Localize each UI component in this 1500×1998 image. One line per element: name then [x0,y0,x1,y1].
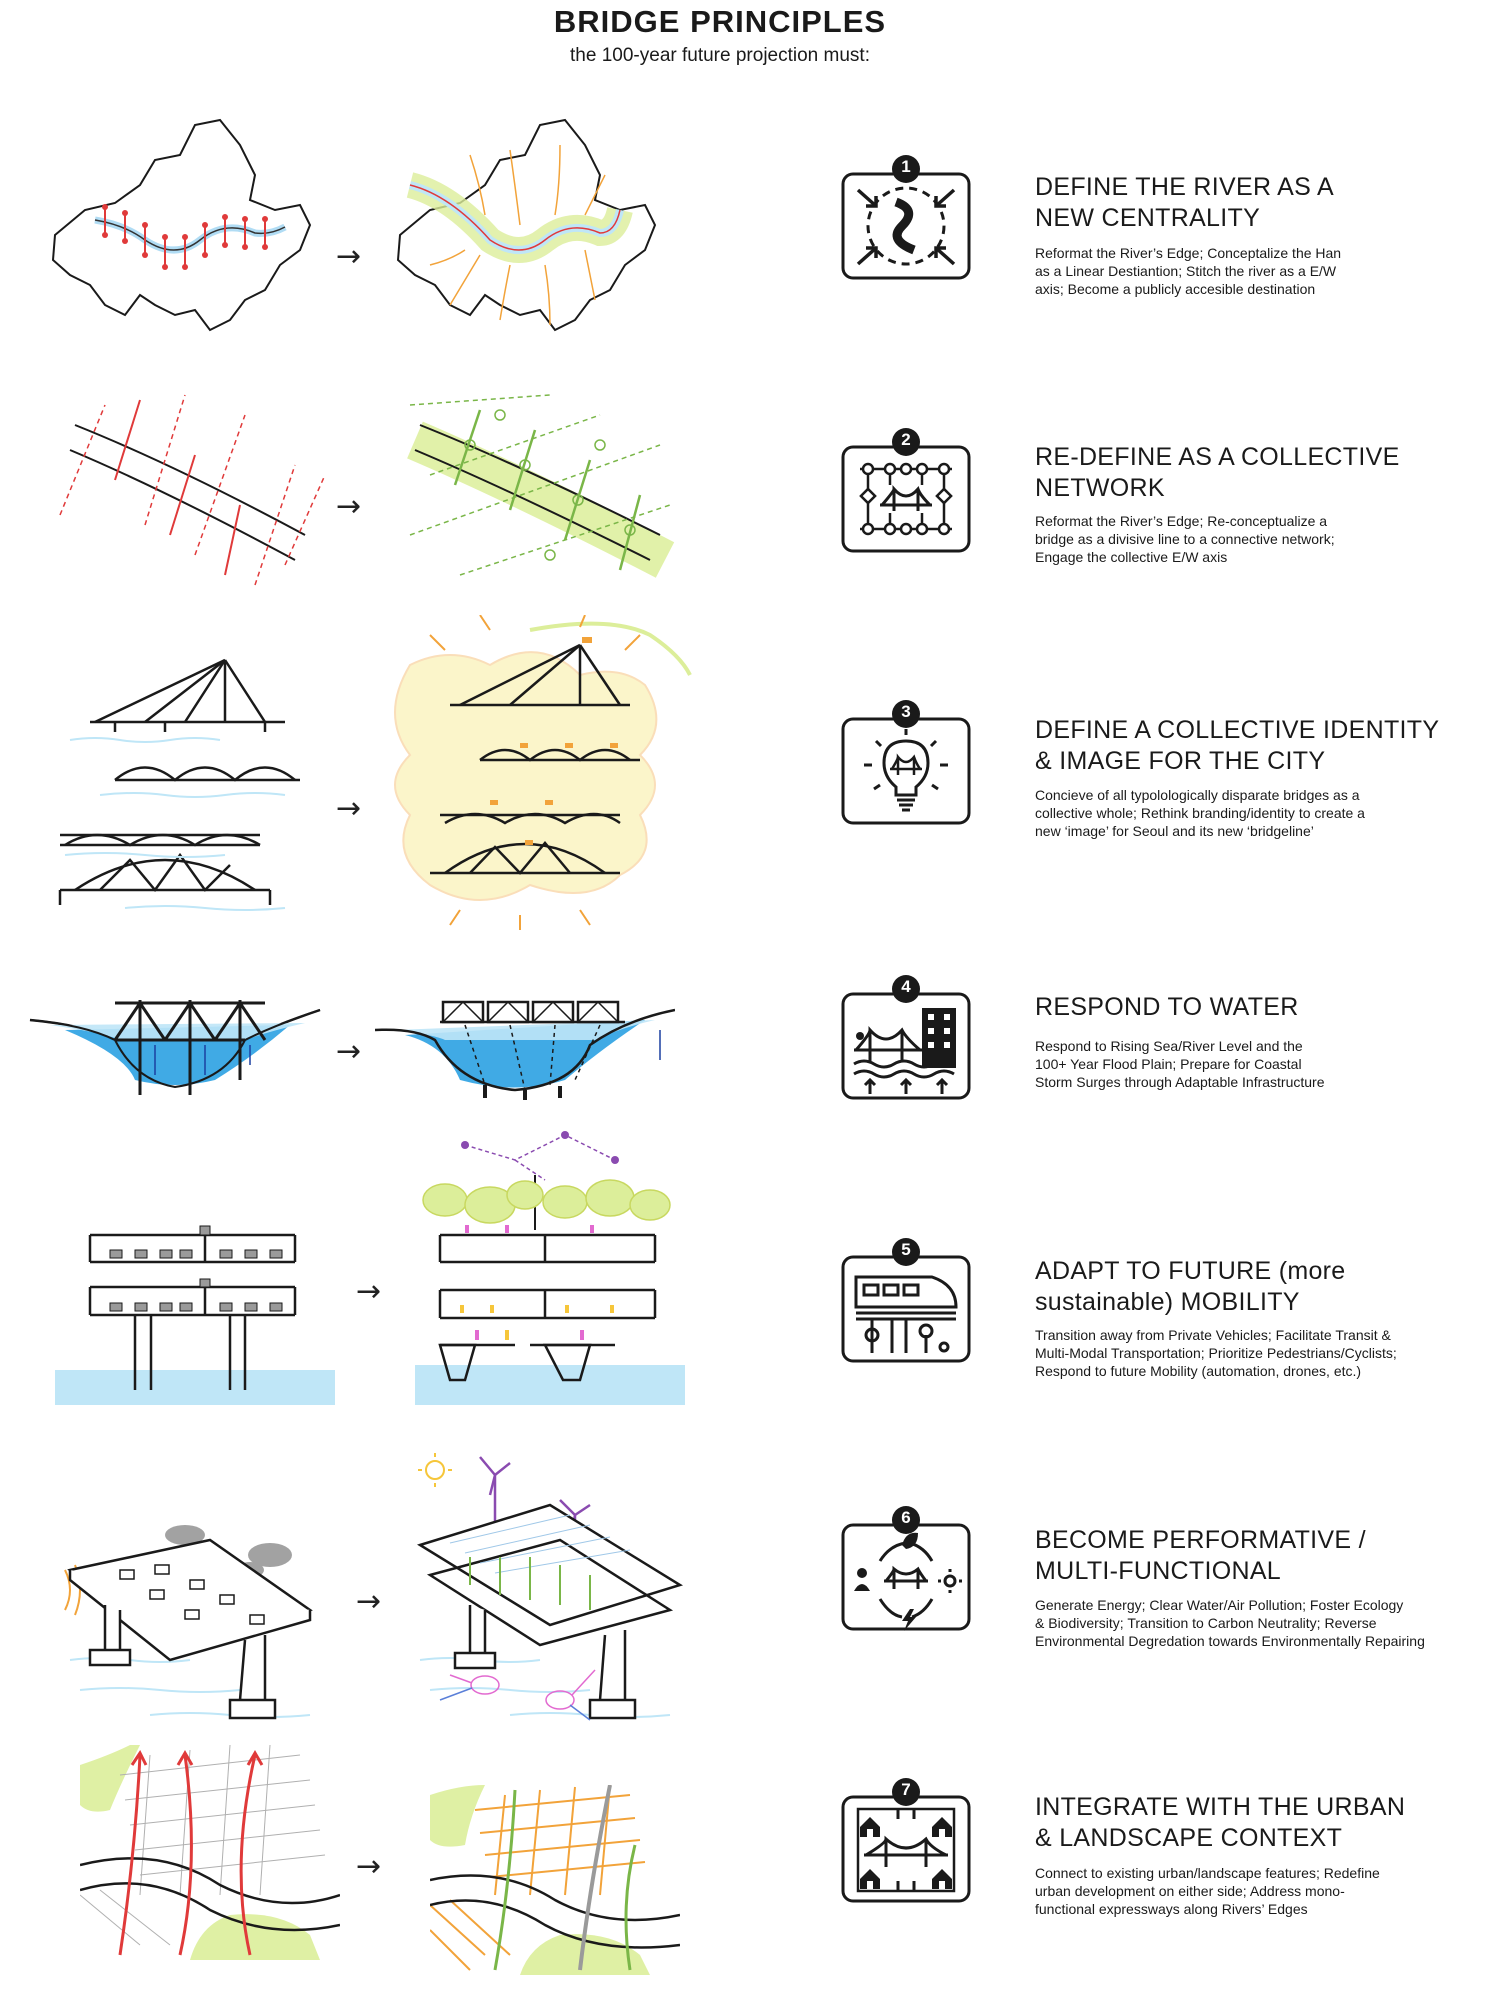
principle-number-3: 3 [901,702,911,721]
principle-number-1: 1 [901,157,911,176]
principle-desc-line: functional expressways along Rivers’ Edges [1035,1901,1308,1917]
principle-desc-7 [1035,1864,1485,1918]
principle-desc-line: Reformat the River’s Edge; Conceptalize the Han [1035,245,1342,261]
principle-desc-line: Respond to Rising Sea/River Level and the [1035,1038,1303,1054]
principle-desc-2 [1035,512,1485,566]
transform-arrow: → [336,791,362,826]
principle-desc-line: Connect to existing urban/landscape features; Redefine [1035,1865,1380,1881]
principle-title-line: NEW CENTRALITY [1035,204,1261,232]
principle-title-4 [1035,992,1475,1023]
principle-desc-line: Engage the collective E/W axis [1035,549,1228,565]
principle-title-line: INTEGRATE WITH THE URBAN [1035,1793,1406,1821]
principle-title-line: MULTI-FUNCTIONAL [1035,1557,1281,1585]
principle-number-2: 2 [901,430,911,449]
principle-desc-line: Generate Energy; Clear Water/Air Pollution; Foster Ecology [1035,1597,1404,1613]
principle-desc-line: bridge as a divisive line to a connective network; [1035,531,1335,547]
bridge-identity-after-sketch [370,615,700,935]
principle-title-7 [1035,1792,1475,1854]
bridge-types-before-sketch [55,650,320,915]
principle-desc-line: Concieve of all typolologically disparate bridges as a [1035,787,1360,803]
principle-desc-3 [1035,786,1485,840]
urban-context-after-sketch [430,1785,680,1975]
transform-arrow: → [336,239,362,274]
principle-title-line: & LANDSCAPE CONTEXT [1035,1824,1343,1852]
principle-title-line: NETWORK [1035,474,1165,502]
principle-number-4: 4 [901,977,911,996]
principle-desc-line: new ‘image’ for Seoul and its new ‘bridgeline’ [1035,823,1314,839]
bridges-network-after-sketch [400,385,680,595]
page-title: BRIDGE PRINCIPLES [553,4,887,39]
principle-desc-line: Transition away from Private Vehicles; Facilitate Transit & [1035,1327,1391,1343]
principle-title-line: sustainable) MOBILITY [1035,1288,1300,1316]
performative-bridge-after-sketch [410,1445,695,1735]
transform-arrow: → [356,1584,382,1619]
principle-desc-line: Storm Surges through Adaptable Infrastructure [1035,1074,1325,1090]
principle-title-3 [1035,715,1475,777]
principle-desc-line: axis; Become a publicly accesible destination [1035,281,1316,297]
principle-title-1 [1035,172,1475,234]
principle-title-line: RE-DEFINE AS A COLLECTIVE [1035,443,1400,471]
principle-title-line: BECOME PERFORMATIVE / [1035,1526,1366,1554]
page-subtitle: the 100-year future projection must: [570,45,870,66]
principle-title-line: RESPOND TO WATER [1035,993,1299,1021]
principle-desc-line: & Biodiversity; Transition to Carbon Neutrality; Reverse [1035,1615,1377,1631]
principle-desc-line: Respond to future Mobility (automation, drones, etc.) [1035,1363,1362,1379]
transform-arrow: → [356,1849,382,1884]
principle-title-line: DEFINE THE RIVER AS A [1035,173,1334,201]
urban-context-before-sketch [80,1745,340,1960]
principle-desc-5 [1035,1326,1485,1380]
principle-desc-6 [1035,1596,1485,1650]
polluting-expressway-before-sketch [60,1510,330,1730]
principle-title-2 [1035,442,1475,504]
principle-desc-line: Multi-Modal Transportation; Prioritize Pedestrians/Cyclists; [1035,1345,1397,1361]
principle-number-6: 6 [901,1508,911,1527]
principle-desc-line: Reformat the River’s Edge; Re-conceptualize a [1035,513,1328,529]
principle-desc-line: as a Linear Destiantion; Stitch the river as a E/W [1035,263,1337,279]
principle-desc-line: 100+ Year Flood Plain; Prepare for Coastal [1035,1056,1302,1072]
transform-arrow: → [356,1274,382,1309]
river-section-after-sketch [375,990,675,1100]
principle-title-6 [1035,1525,1475,1587]
bridges-divide-before-sketch [55,385,330,595]
river-section-before-sketch [25,995,325,1100]
double-deck-traffic-before-sketch [55,1225,335,1405]
principle-title-line: ADAPT TO FUTURE (more [1035,1257,1346,1285]
principle-desc-line: collective whole; Rethink branding/identity to create a [1035,805,1365,821]
principle-title-line: & IMAGE FOR THE CITY [1035,747,1326,775]
transform-arrow: → [336,489,362,524]
principle-title-5 [1035,1256,1475,1318]
green-multimodal-deck-after-sketch [415,1130,685,1405]
transform-arrow: → [336,1034,362,1069]
principle-desc-line: Environmental Degredation towards Environmentally Repairing [1035,1633,1425,1649]
seoul-map-before-sketch [45,115,315,340]
principle-desc-line: urban development on either side; Address mono- [1035,1883,1345,1899]
principle-title-line: DEFINE A COLLECTIVE IDENTITY [1035,716,1440,744]
principle-desc-1 [1035,244,1485,298]
principle-number-5: 5 [901,1240,911,1259]
principle-desc-4 [1035,1037,1485,1091]
seoul-map-after-sketch [390,115,660,340]
principle-number-7: 7 [901,1780,911,1799]
